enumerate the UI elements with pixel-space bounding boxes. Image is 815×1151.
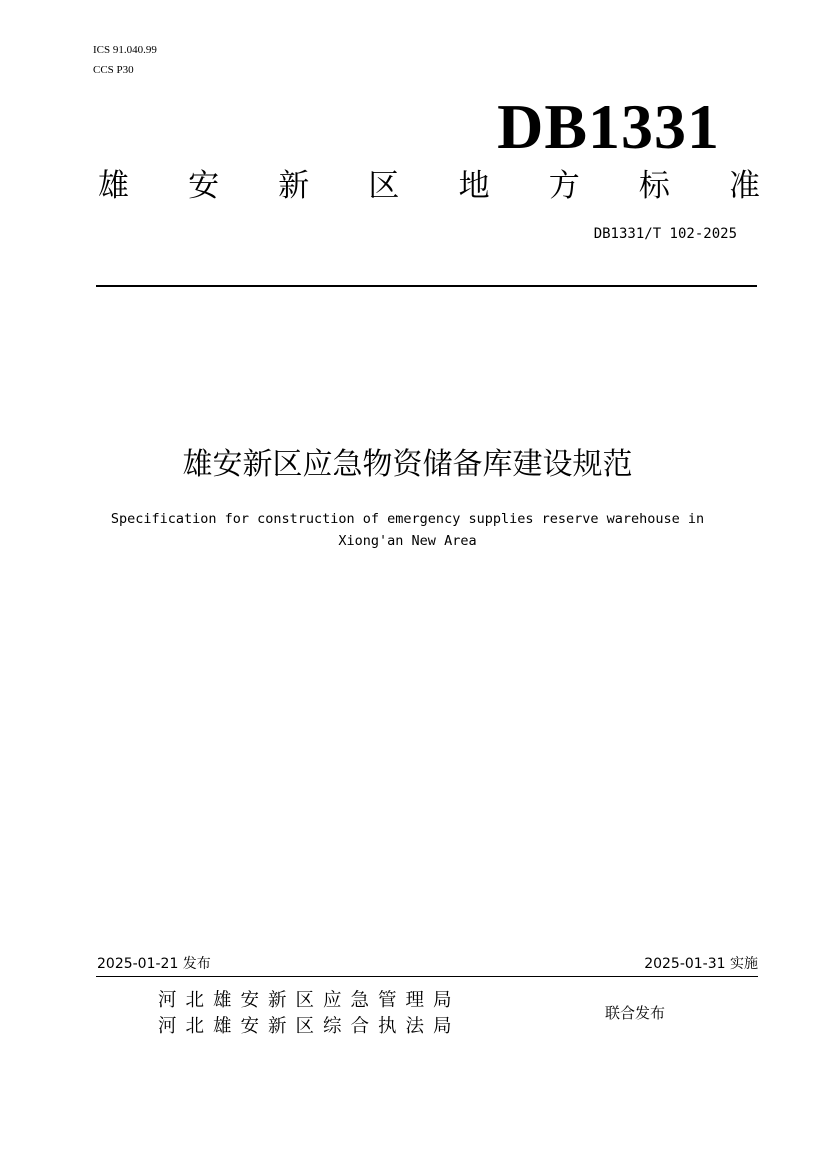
standard-type-char: 区 — [368, 168, 400, 204]
standard-type-char: 方 — [548, 168, 580, 204]
issuing-agency: 河北雄安新区应急管理局 — [158, 990, 461, 1011]
ics-code: ICS 91.040.99 — [93, 44, 157, 56]
chinese-title: 雄安新区应急物资储备库建设规范 — [182, 447, 633, 482]
standard-type-heading — [98, 166, 760, 206]
joint-release-label: 联合发布 — [605, 1004, 666, 1022]
english-title-line: Xiong'an New Area — [338, 533, 477, 549]
standard-type-char: 准 — [728, 168, 760, 204]
implementation-date: 2025-01-31 实施 — [644, 956, 758, 972]
classification-codes — [93, 40, 157, 80]
english-title-line: Specification for construction of emergency supplies reserve warehouse in — [110, 511, 705, 527]
header-divider — [96, 285, 757, 287]
standard-type-char: 地 — [458, 168, 490, 204]
standard-type-char: 雄 — [98, 168, 129, 204]
ccs-code: CCS P30 — [93, 64, 134, 76]
issuing-agency: 河北雄安新区综合执法局 — [158, 1016, 461, 1037]
issuing-agencies — [158, 988, 461, 1040]
standard-type-char: 安 — [188, 168, 220, 204]
standard-code-logo: DB1331 — [497, 91, 720, 162]
issue-date: 2025-01-21 发布 — [97, 956, 211, 972]
english-title — [40, 508, 775, 552]
footer-divider — [96, 976, 758, 977]
standard-type-char: 标 — [638, 168, 670, 204]
standard-number: DB1331/T 102-2025 — [593, 226, 737, 242]
standard-type-char: 新 — [278, 168, 310, 204]
